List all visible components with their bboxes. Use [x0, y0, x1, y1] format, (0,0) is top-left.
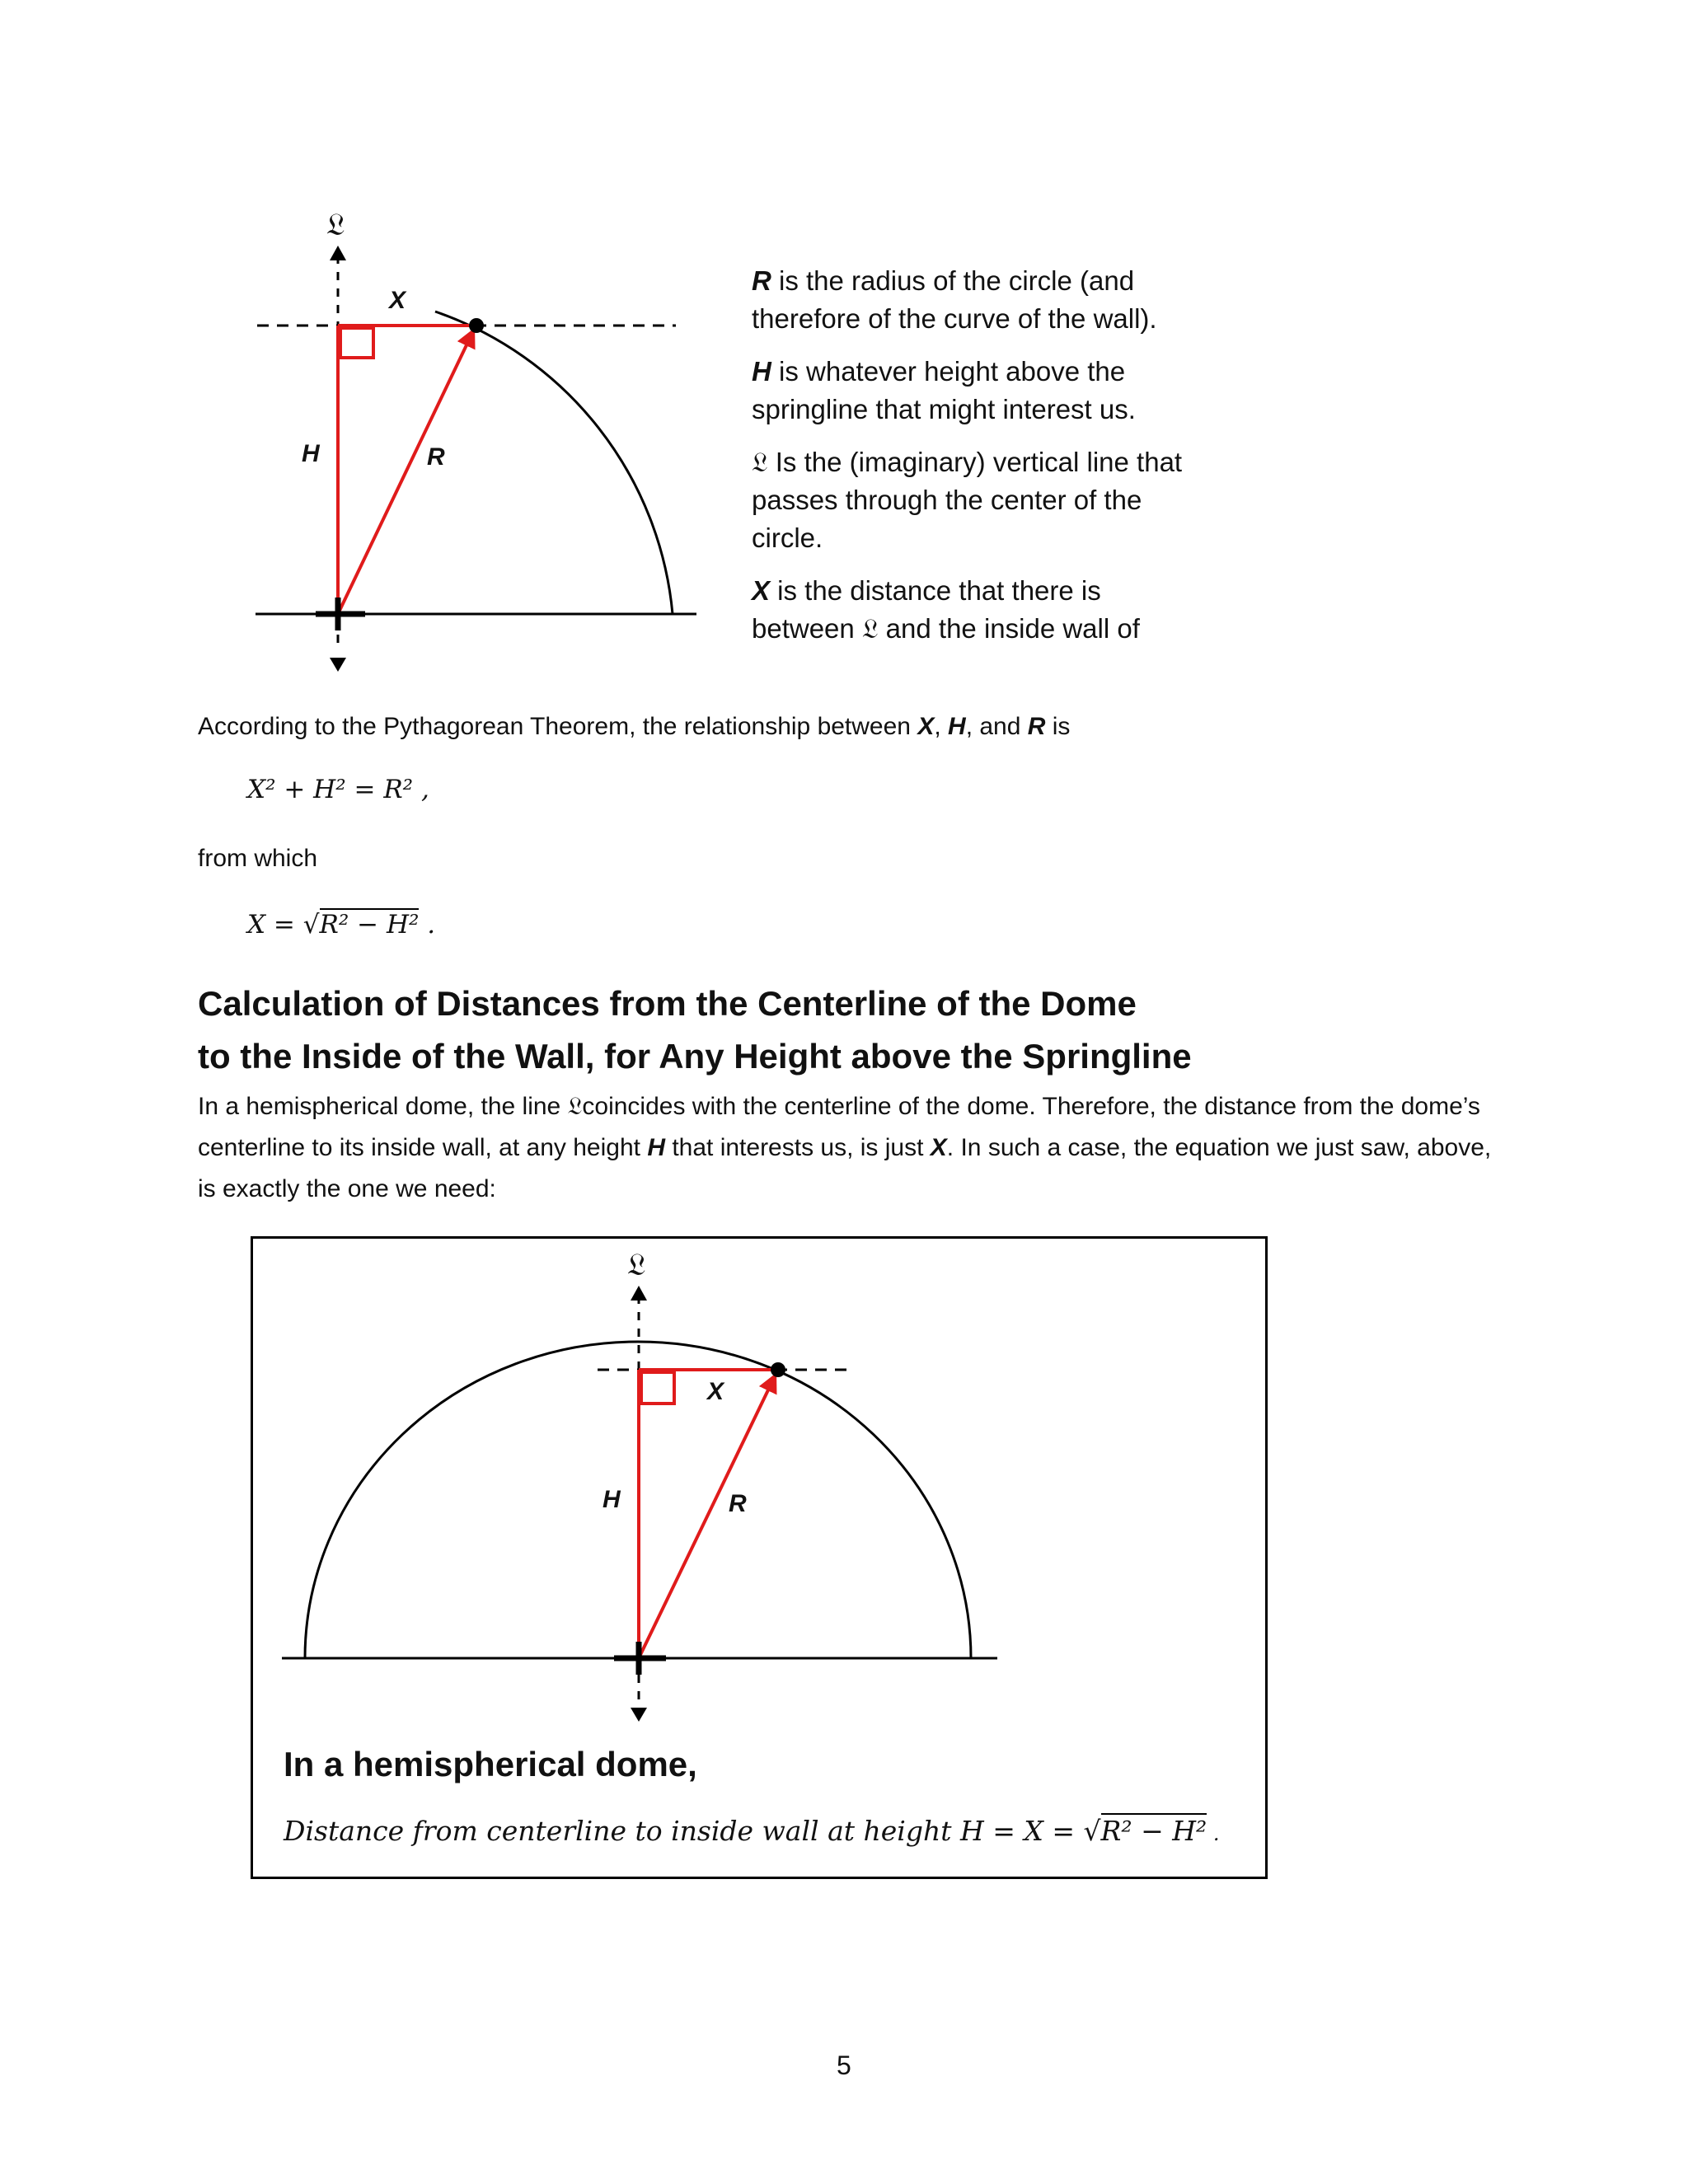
figure2-x-label: X [707, 1378, 724, 1405]
from-which: from which [198, 845, 318, 872]
page-number: 5 [837, 2050, 851, 2080]
centerline-top-arrow [631, 1286, 647, 1301]
centerline-bottom-arrow [631, 1708, 647, 1722]
figure2-h-label: H [603, 1486, 621, 1513]
figure2-r-label: R [729, 1490, 747, 1517]
caption-formula: Distance from centerline to inside wall at height H = X = √R² − H² . [284, 1815, 1220, 1847]
radius-arrow [639, 1376, 775, 1658]
legend-x: X is the distance that there is between 𝔏 and the inside wall of [752, 575, 1140, 644]
caption-heading: In a hemispherical dome, [284, 1745, 697, 1783]
wall-point [771, 1362, 785, 1377]
equation-solve-x: X = √R² − H² . [247, 910, 436, 940]
figure1-l-label: 𝔏 [326, 206, 345, 242]
pythagorean-statement: According to the Pythagorean Theorem, the relationship between X, H, and R is [198, 713, 1071, 740]
legend-h: H is whatever height above the springline that might interest us. [752, 356, 1136, 424]
legend-l: 𝔏 Is the (imaginary) vertical line that passes through the center of the circle. [752, 446, 1183, 553]
section-paragraph: In a hemispherical dome, the line 𝔏coincides with the centerline of the dome. Therefore, the distance from the dome’s centerline to its inside wall, at any height H that interests us, is just X. In such a case, the equation we just saw, above, is exactly the one we need: [198, 1092, 1492, 1202]
legend-r: R is the radius of the circle (and therefore of the curve of the wall). [752, 265, 1157, 334]
figure1-r-label: R [427, 443, 445, 471]
right-angle-marker [641, 1372, 674, 1404]
equation-pythagorean: X² + H² = R² , [247, 775, 429, 804]
figure2-l-label: 𝔏 [627, 1246, 646, 1282]
figure1-h-label: H [302, 440, 320, 467]
figure1-x-label: X [389, 287, 406, 314]
section-heading-line1: Calculation of Distances from the Centerline of the Dome [198, 984, 1137, 1023]
section-heading-line2: to the Inside of the Wall, for Any Height above the Springline [198, 1037, 1192, 1076]
